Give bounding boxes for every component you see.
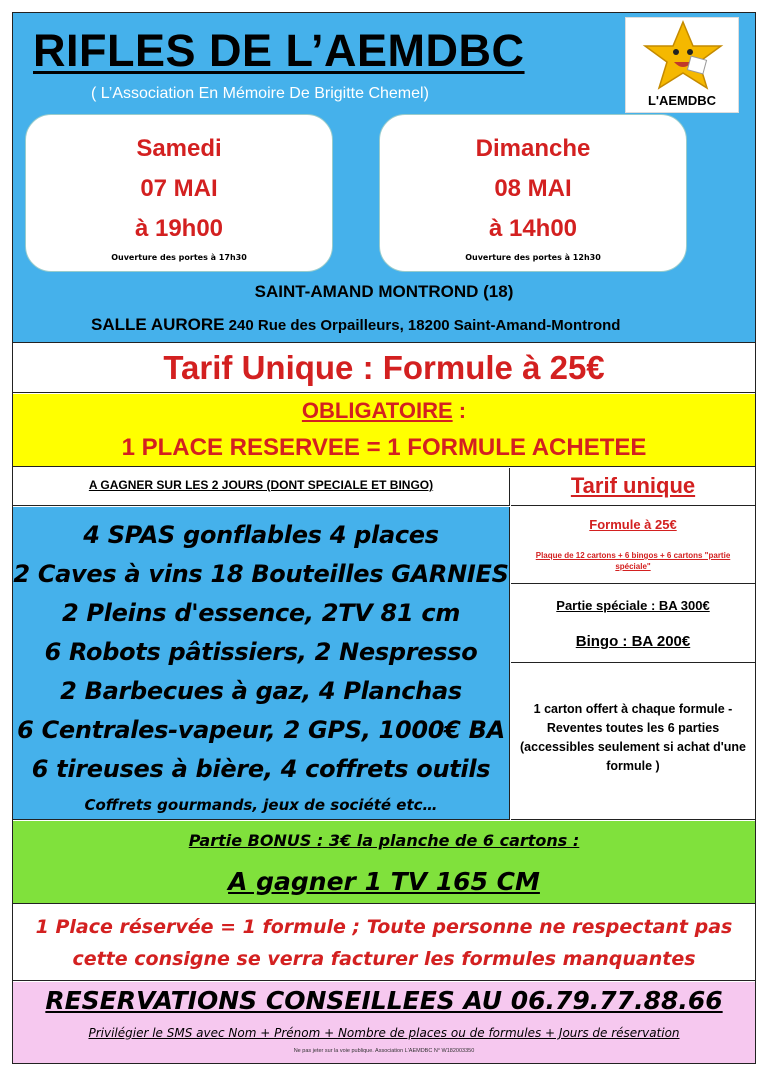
prizes-header-text: A GAGNER SUR LES 2 JOURS (DONT SPECIALE ET BINGO) (88, 478, 434, 492)
carton-info: 1 carton offert à chaque formule - Reventes toutes les 6 parties (accessibles seulement si achat d'une formule ) (520, 702, 746, 773)
tarif-column-title: Tarif unique (570, 473, 696, 498)
reservations-phone: RESERVATIONS CONSEILLEES AU 06.79.77.88.66 (45, 986, 723, 1015)
bingo-prize: Bingo : BA 200€ (575, 633, 691, 650)
logo-text: L'AEMDBC (647, 93, 717, 108)
bonus-prize: A gagner 1 TV 165 CM (228, 867, 540, 896)
star-mascot-icon (627, 20, 739, 94)
prize-item: 2 Pleins d'essence, 2TV 81 cm (61, 599, 461, 627)
formule-price: Formule à 25€ (589, 517, 677, 532)
flyer (12, 12, 756, 1064)
mandatory-banner (13, 394, 755, 467)
mandatory-word: OBLIGATOIRE (301, 398, 453, 423)
venue-name: SALLE AURORE (91, 315, 225, 334)
bonus-banner (13, 821, 755, 904)
reservations-banner (13, 982, 755, 1063)
reservations-note: Privilégier le SMS avec Nom + Prénom + Nombre de places ou de formules + Jours de réservation (88, 1026, 680, 1040)
prize-item: 6 Robots pâtissiers, 2 Nespresso (44, 638, 478, 666)
prize-extra: Coffrets gourmands, jeux de société etc… (84, 796, 438, 814)
date-card-sunday (379, 114, 687, 272)
date-door-note: Ouverture des portes à 12h30 (465, 253, 601, 262)
formule-box (511, 507, 755, 584)
mandatory-rule: 1 PLACE RESERVEE = 1 FORMULE ACHETEE (121, 434, 647, 461)
formule-contents: Plaque de 12 cartons + 6 bingos + 6 cartons "partie spéciale" (535, 551, 731, 571)
mandatory-label (13, 398, 755, 424)
association-logo (625, 17, 739, 113)
mandatory-colon: : (452, 398, 467, 423)
prizes-list (13, 507, 510, 820)
prize-item: 2 Barbecues à gaz, 4 Planchas (60, 677, 462, 705)
header-section (13, 13, 755, 343)
tarif-column-header (511, 468, 755, 506)
date-date: 08 MAI (494, 175, 572, 202)
prize-item: 6 Centrales-vapeur, 2 GPS, 1000€ BA (17, 716, 505, 744)
legal-footer: Ne pas jeter sur la voie publique. Association L'AEMDBC N° W182003350 (293, 1048, 475, 1054)
date-day: Dimanche (475, 135, 591, 162)
date-time: à 14h00 (488, 215, 578, 242)
prize-item: 2 Caves à vins 18 Bouteilles GARNIES (13, 560, 509, 588)
carton-info-box (511, 664, 755, 820)
page-subtitle: ( L’Association En Mémoire De Brigitte Chemel) (91, 85, 429, 102)
date-day: Samedi (136, 135, 222, 162)
partie-speciale: Partie spéciale : BA 300€ (556, 598, 710, 613)
page-title: RIFLES DE L’AEMDBC (33, 25, 525, 76)
pricing-banner (13, 344, 755, 393)
warning-text: 1 Place réservée = 1 formule ; Toute personne ne respectant pas cette consigne se verra facturer les formules manquantes (35, 916, 733, 970)
prizes-header (13, 468, 510, 506)
bonus-price: Partie BONUS : 3€ la planche de 6 cartons : (188, 831, 580, 850)
date-door-note: Ouverture des portes à 17h30 (111, 253, 247, 262)
venue-address: 240 Rue des Orpailleurs, 18200 Saint-Amand-Montrond (224, 317, 621, 334)
special-games-box (511, 585, 755, 663)
warning-banner (13, 905, 755, 981)
location-city: SAINT-AMAND MONTROND (18) (254, 282, 514, 301)
prize-item: 4 SPAS gonflables 4 places (83, 521, 439, 549)
pricing-headline: Tarif Unique : Formule à 25€ (163, 349, 605, 386)
date-date: 07 MAI (140, 175, 218, 202)
date-time: à 19h00 (134, 215, 224, 242)
date-card-saturday (25, 114, 333, 272)
location-venue (91, 315, 620, 335)
prize-item: 6 tireuses à bière, 4 coffrets outils (31, 755, 491, 783)
